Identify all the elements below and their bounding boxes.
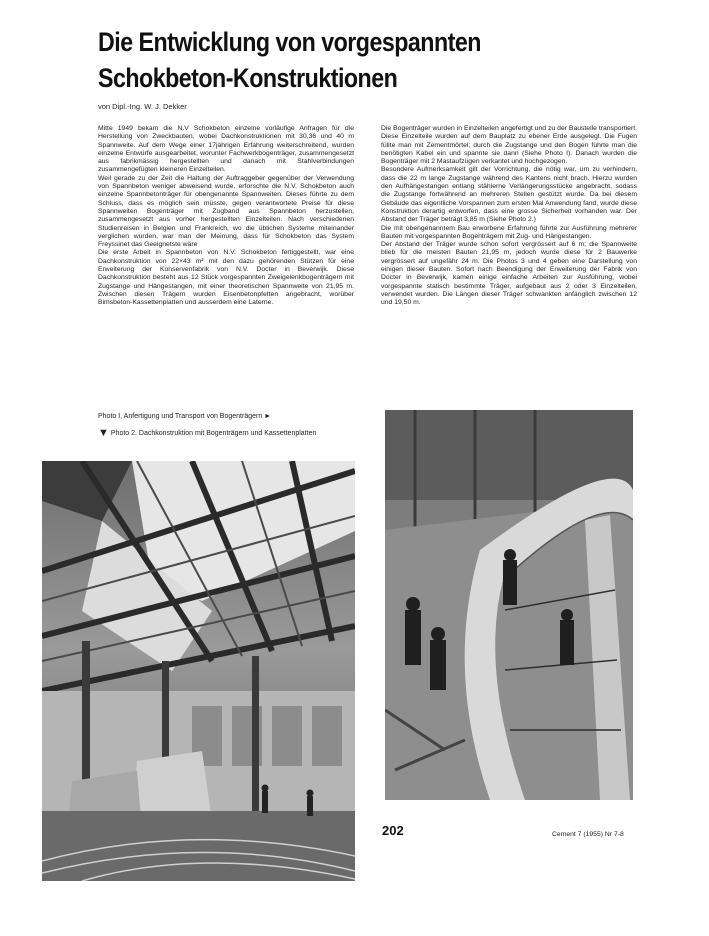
paragraph: Die Bogenträger wurden in Einzelteilen angefertigt und zu der Baustelle transportiert. Diese Einzelteile wurden auf dem Bauplatz zu ebener Erde ausgelegt. Die Fugen füllte man mit Zementmörtel; durch die Zugstange und den Bogen führte man die benötigten Kabel ein und spannte sie dann (Siehe Photo I). Danach wurden die Bogenträger mit 2 Mastaufzügen verkantet und hochgezogen. xyxy=(381,125,637,166)
photo-arch-girder-fabrication xyxy=(385,410,633,800)
photo-1-caption: Photo I, Anfertigung und Transport von Bogenträgern ► xyxy=(98,413,272,420)
left-text-column xyxy=(98,125,354,308)
right-text-column xyxy=(381,125,637,308)
page-number: 202 xyxy=(382,823,404,838)
author-line: von Dipl.-Ing. W. J. Dekker xyxy=(98,102,187,111)
paragraph: Der Abstand der Träger wurde schon sofort vergrössert auf 6 m; die Spannweite blieb für die meisten Bauten 21,95 m, jedoch wurde diese für 2 Bauwerke vergrössert auf ungefähr 24 m. Die Photos 3 und 4 geben eine Darstellung von einigen dieser Bauten. Sofort nach Beendigung der Erweiterung der Fabrik von Docter in Beverwijk, kamen einige einfache Arbeiten zur Ausführung, wobei vorgespannte statisch bestimmte Träger, aufgebaut aus 2 oder 3 Einzelteilen, verwendet wurden. Die Längen dieser Träger schwankten anfänglich zwischen 12 und 19,50 m. xyxy=(381,241,637,307)
down-arrow-icon: ▼ xyxy=(98,427,109,439)
title-line-2: Schokbeton-Konstruktionen xyxy=(98,63,398,93)
paragraph: Die mit obengenanntem Bau erworbene Erfahrung führte zur Ausführung mehrerer Bauten mit vorgespannten Bogenträgern mit Zug- und Hängestangen. xyxy=(381,224,637,240)
photo-2-caption-text: Photo 2. Dachkonstruktion mit Bogenträgern und Kassettenplatten xyxy=(110,430,317,437)
photo-2-caption xyxy=(98,428,338,439)
article-title xyxy=(98,24,545,96)
paragraph: Besondere Aufmerksamkeit gilt der Vorrichtung, die nötig war, um zu verhindern, dass die 22 m lange Zugstange während des Kantens nicht brach. Hierzu wurden den Aufhängestangen entlang stählerne Verlängerungsstücke angebracht, sodass die Zugstange fortwährend an mehreren Stellen gestützt wurde. Da bei diesem Gebäude das eigentliche Vorspannen zum ersten Mal Anwendung fand, wurde diese Konstruktion derartig entworfen, dass eine grosse Sicherheit vorhanden war. Der Abstand der Träger beträgt 3,85 m (Siehe Photo 2.) xyxy=(381,166,637,224)
title-line-1: Die Entwicklung von vorgespannten xyxy=(98,27,481,57)
photo-roof-construction xyxy=(42,461,355,881)
journal-reference: Cement 7 (1955) Nr 7-8 xyxy=(552,831,624,838)
paragraph: Weil gerade zu der Zeit die Haltung der Auftraggeber gegenüber der Verwendung von Spannbeton weniger abweisend wurde, erforschte die N.V. Schokbeton auch einzelne Spannbetonträger für obengenannte Spannweiten. Dieses führte zu dem Schluss, dass es möglich sein müsste, gegen verantwortete Preise für diese Spannweiten Bogenträger mit Zugband aus Spannbeton herzustellen, zusammengesetzt aus vorher hergestellten Einzelteilen. Nach verschiedenen Studienreisen in Belgien und Frankreich, wo die üblichen Systeme miteinander verglichen wurden, war man der Meinung, dass für Schokbeton das System Freyssinet das Geeignetste wäre xyxy=(98,174,354,249)
paragraph: Die erste Arbeit in Spannbeton von N.V. Schokbeton fertiggestellt, war eine Dachkonstruktion von 22×43 m² mit den dazu gehörenden Stützen für eine Erweiterung der Konservenfabrik von N.V. Docter in Beverwijk. Diese Dachkonstruktion besteht aus 12 Stück vorgespannten Zweigelenkbogenträgern mit Zugstange und Hängestangen, mit einer theoretischen Spannweite von 21,95 m. Zwischen diesen Trägern wurden Eisenbetonpfetten angebracht, worüber Bimsbeton-Kassettenplatten und ausserdem eine Laterne. xyxy=(98,249,354,307)
paragraph: Mitte 1949 bekam die N.V Schokbeton einzelne vorläufige Anfragen für die Herstellung von Zweckbauten, wobei Dachkonstruktionen mit 30,36 und 40 m Spannweite. Auf dem Wege einer 17jährigen Erfahrung weiterschreitend, wurden einzelne Entwürfe ausgearbeitet, worunter Fachwerkbogenträger, zusammengesetzt aus fabrikmässig hergestellten und danach mit Stahlverbindungen zusammengefügten kleineren Einzelteilen. xyxy=(98,125,354,174)
